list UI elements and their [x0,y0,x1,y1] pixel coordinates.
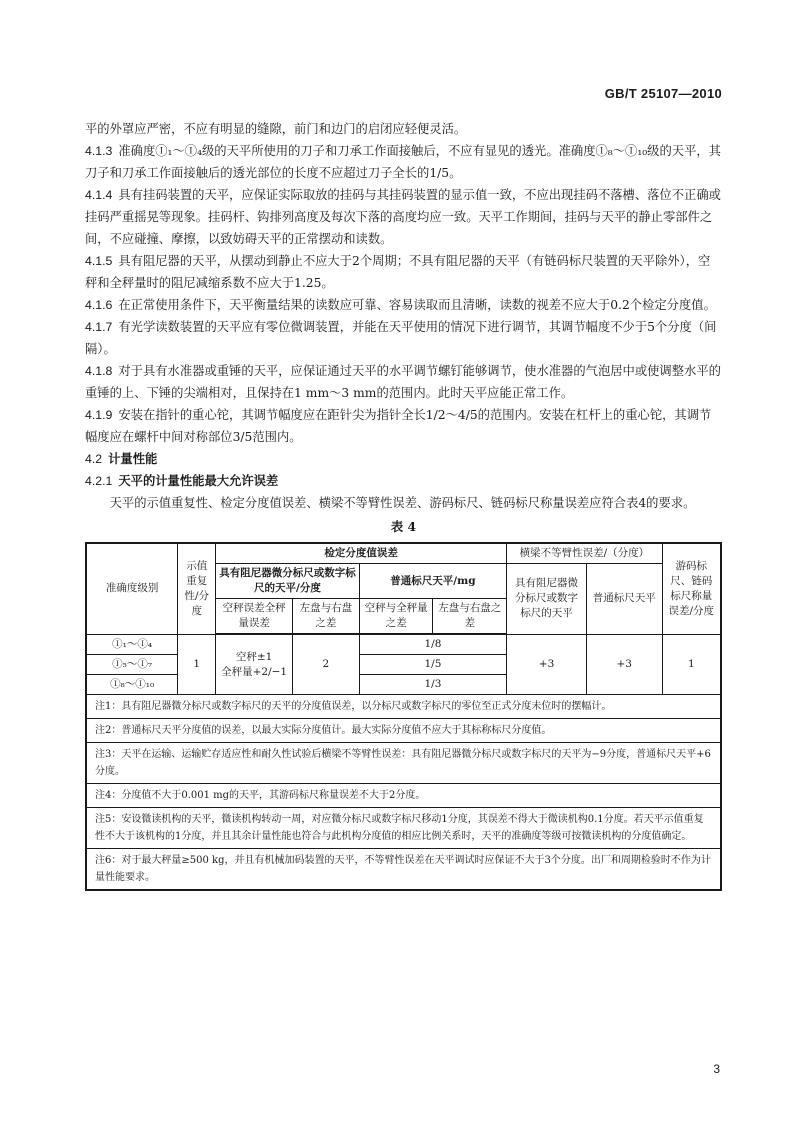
table-note-3: 注3：天平在运输、运输贮存适应性和耐久性试验后横梁不等臂性误差：具有阻尼器微分标尺或数字标尺的天平为−9分度，普通标尺天平+6分度。 [86,743,721,784]
beam-normal-cell: +3 [586,634,662,695]
normal-diff-cell: 1/5 [359,655,506,675]
section-title: 天平的计量性能最大允许误差 [118,473,279,488]
normal-diff-cell: 1/8 [359,634,506,655]
clause-number: 4.1.5 [85,254,113,268]
paragraph-requirement: 天平的示值重复性、检定分度值误差、横梁不等臂性误差、游码标尺、链码标尺称量误差应符合表4的要求。 [109,496,696,510]
header-repeatability: 示值重复性/分度 [178,543,216,634]
empty-full-cell: 空秤±1 全秤量+2/−1 [216,634,293,695]
header-empty-to-full: 空秤与全秤量之差 [359,599,433,635]
clause-4-1-5 [85,250,722,294]
clause-number: 4.1.3 [85,144,113,158]
clause-text: 准确度Ⓘ₁～Ⓘ₄级的天平所使用的刀子和刀承工作面接触后，不应有显见的透光。准确度Ⓘ₈～Ⓘ₁₀级的天平，其刀子和刀承工作面接触后的透光部位的长度不应超过刀子全长的1/5。 [85,144,721,180]
grade-cell: Ⓘ₈～Ⓘ₁₀ [86,675,178,695]
header-left-right: 左盘与右盘之差 [433,599,507,635]
clause-number: 4.1.6 [85,298,113,312]
normal-diff-cell: 1/3 [359,675,506,695]
clause-4-1-9 [85,404,722,448]
clause-text: 具有阻尼器的天平，从摆动到静止不应大于2个周期；不具有阻尼器的天平（有链码标尺装置的天平除外），空秤和全秤量时的阻尼减缩系数不应大于1.25。 [85,254,711,290]
header-verification-error: 检定分度值误差 [216,543,507,564]
table-4 [85,542,722,891]
clause-number: 4.1.4 [85,188,113,202]
header-grade: 准确度级别 [86,543,178,634]
table-note-4: 注4：分度值不大于0.001 mg的天平，其游码标尺称量误差不大于2分度。 [86,784,721,808]
page-number: 3 [713,1062,720,1076]
clause-number: 4.1.9 [85,408,113,422]
lr-diff-cell: 2 [293,634,360,695]
table-note-5: 注5：安设微读机构的天平，微读机构转动一周，对应微分标尺或数字标尺移动1分度，其误差不得大于微读机构0.1分度。若天平示值重复性不大于该机构的1分度，并且其余计量性能也符合与此机构分度值的相应比例关系时，天平的准确度等级可按微读机构的分度值确定。 [86,808,721,849]
header-lr-diff: 左盘与右盘之差 [293,599,360,635]
clause-text: 安装在指针的重心铊，其调节幅度应在距针尖为指针全长1/2～4/5的范围内。安装在杠杆上的重心铊，其调节幅度应在螺杆中间对称部位3/5范围内。 [85,408,712,444]
table-title: 表 4 [390,519,417,534]
clause-text: 有光学读数装置的天平应有零位微调装置，并能在天平使用的情况下进行调节，其调节幅度不少于5个分度（间隔）。 [85,320,717,356]
section-number: 4.2.1 [85,474,113,488]
clause-4-1-6 [85,294,722,316]
clause-text: 在正常使用条件下，天平衡量结果的读数应可靠、容易读取而且清晰，读数的视差不应大于0.2个检定分度值。 [118,298,716,312]
header-normal-balance: 普通标尺天平/mg [359,564,506,599]
clause-4-1-4 [85,184,722,250]
clause-text: 具有挂码装置的天平，应保证实际取放的挂码与其挂码装置的显示值一致，不应出现挂码不落槽、落位不正确或挂码严重摇晃等现象。挂码杆、钩排列高度及每次下落的高度均应一致。天平工作期间，挂码与天平的静止零部件之间，不应碰撞、摩擦，以致妨碍天平的正常摆动和读数。 [85,188,721,246]
repeatability-cell: 1 [178,634,216,695]
header-beam-normal: 普通标尺天平 [586,564,662,635]
rider-cell: 1 [662,634,721,695]
clause-text: 对于具有水准器或重锤的天平，应保证通过天平的水平调节螺钉能够调节，使水准器的气泡居中或使调整水平的重锤的上、下锤的尖端相对，且保持在1 mm～3 mm的范围内。此时天平应能正常工作。 [85,364,721,400]
header-rider-error: 游码标尺、链码标尺称量误差/分度 [662,543,721,634]
standard-code: GB/T 25107—2010 [604,86,722,101]
header-beam-damper: 具有阻尼器微分标尺或数字标尺的天平 [507,564,587,635]
section-number: 4.2 [85,452,103,466]
section-heading-4-2-1 [85,470,722,492]
header-empty-full: 空秤误差全秤量误差 [216,599,293,635]
body-text [85,118,722,891]
table-note-2: 注2：普通标尺天平分度值的误差，以最大实际分度值计。最大实际分度值不应大于其标称标尺分度值。 [86,719,721,743]
table-note-1: 注1：具有阻尼器微分标尺或数字标尺的天平的分度值误差，以分标尺或数字标尺的零位至正式分度未位时的摆幅计。 [86,695,721,719]
clause-number: 4.1.8 [85,364,113,378]
table-row [86,634,721,655]
beam-damper-cell: +3 [507,634,587,695]
clause-4-1-7 [85,316,722,360]
header-beam-error: 横梁不等臂性误差/（分度） [507,543,662,564]
grade-cell: Ⓘ₅～Ⓘ₇ [86,655,178,675]
section-title: 计量性能 [108,451,158,466]
header-damper-balance: 具有阻尼器微分标尺或数字标尺的天平/分度 [216,564,360,599]
clause-4-1-3 [85,140,722,184]
clause-4-1-8 [85,360,722,404]
paragraph-continued: 平的外罩应严密，不应有明显的缝隙，前门和边门的启闭应轻便灵活。 [85,122,467,136]
clause-number: 4.1.7 [85,320,113,334]
table-note-6: 注6：对于最大秤量≥500 kg，并且有机械加码装置的天平，不等臂性误差在天平调试时应保证不大于3个分度。出厂和周期检验时不作为计量性能要求。 [86,849,721,891]
grade-cell: Ⓘ₁～Ⓘ₄ [86,634,178,655]
section-heading-4-2 [85,448,722,470]
